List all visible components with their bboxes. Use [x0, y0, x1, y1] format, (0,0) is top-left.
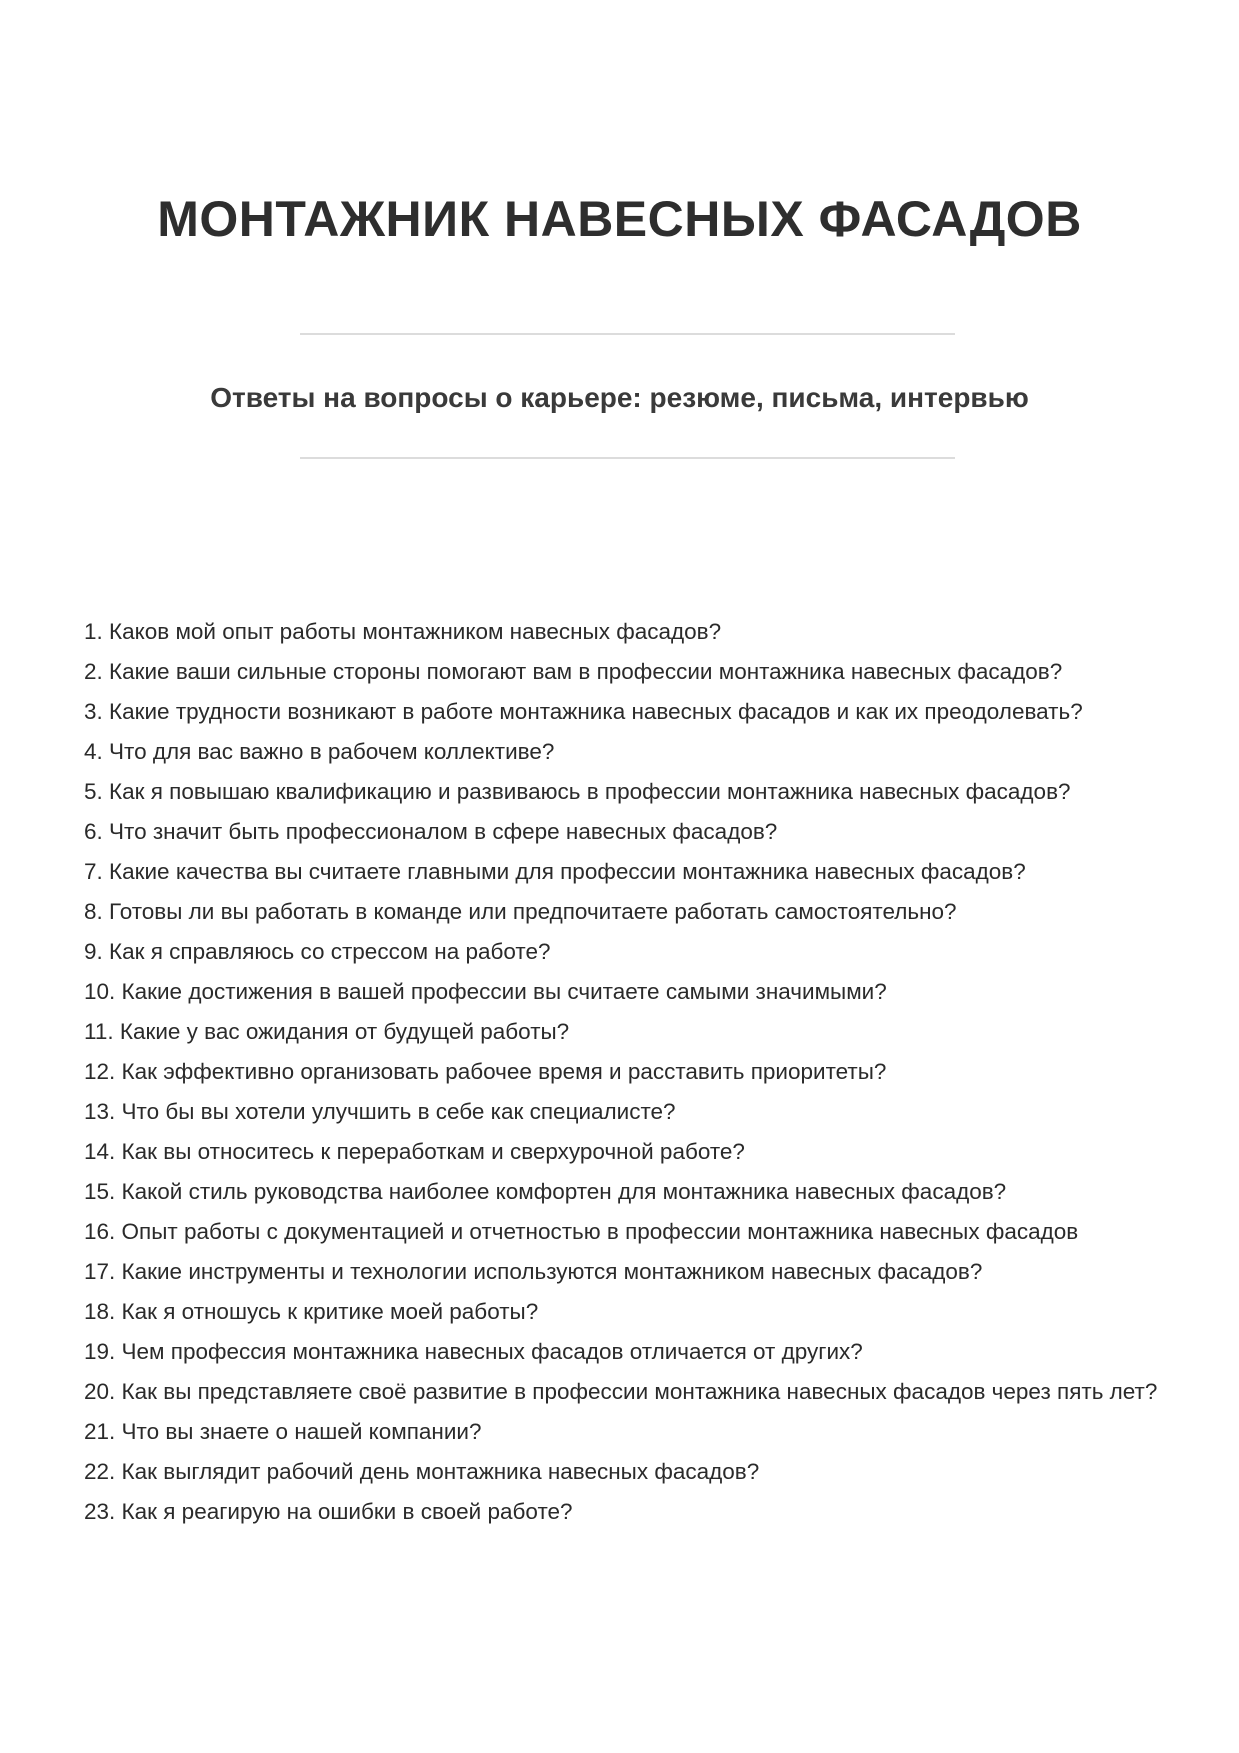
question-item: 19. Чем профессия монтажника навесных фасадов отличается от других? — [84, 1339, 863, 1364]
question-item: 12. Как эффективно организовать рабочее время и расставить приоритеты? — [84, 1059, 887, 1084]
question-item: 6. Что значит быть профессионалом в сфере навесных фасадов? — [84, 819, 778, 844]
question-item: 11. Какие у вас ожидания от будущей работы? — [84, 1019, 570, 1044]
question-item: 9. Как я справляюсь со стрессом на работе? — [84, 939, 551, 964]
question-item: 18. Как я отношусь к критике моей работы? — [84, 1299, 539, 1324]
question-item: 7. Какие качества вы считаете главными для профессии монтажника навесных фасадов? — [84, 859, 1026, 884]
question-item: 3. Какие трудности возникают в работе монтажника навесных фасадов и как их преодолевать? — [84, 699, 1083, 724]
divider-top — [300, 333, 955, 335]
question-item: 22. Как выглядит рабочий день монтажника навесных фасадов? — [84, 1459, 760, 1484]
question-item: 8. Готовы ли вы работать в команде или предпочитаете работать самостоятельно? — [84, 899, 957, 924]
question-item: 21. Что вы знаете о нашей компании? — [84, 1419, 482, 1444]
question-item: 17. Какие инструменты и технологии используются монтажником навесных фасадов? — [84, 1259, 983, 1284]
question-item: 16. Опыт работы с документацией и отчетностью в профессии монтажника навесных фасадов — [84, 1219, 1079, 1244]
question-item: 15. Какой стиль руководства наиболее комфортен для монтажника навесных фасадов? — [84, 1179, 1007, 1204]
question-item: 1. Каков мой опыт работы монтажником навесных фасадов? — [84, 619, 722, 644]
question-item: 2. Какие ваши сильные стороны помогают вам в профессии монтажника навесных фасадов? — [84, 659, 1063, 684]
question-item: 20. Как вы представляете своё развитие в профессии монтажника навесных фасадов через пять лет? — [84, 1379, 1158, 1404]
question-item: 4. Что для вас важно в рабочем коллективе? — [84, 739, 555, 764]
question-item: 23. Как я реагирую на ошибки в своей работе? — [84, 1499, 573, 1524]
questions-list — [84, 612, 1174, 1532]
question-item: 13. Что бы вы хотели улучшить в себе как специалисте? — [84, 1099, 676, 1124]
question-item: 14. Как вы относитесь к переработкам и сверхурочной работе? — [84, 1139, 745, 1164]
divider-bottom — [300, 457, 955, 459]
page-title: МОНТАЖНИК НАВЕСНЫХ ФАСАДОВ — [157, 191, 1082, 247]
question-item: 5. Как я повышаю квалификацию и развиваюсь в профессии монтажника навесных фасадов? — [84, 779, 1071, 804]
question-item: 10. Какие достижения в вашей профессии вы считаете самыми значимыми? — [84, 979, 887, 1004]
page-subtitle: Ответы на вопросы о карьере: резюме, письма, интервью — [210, 382, 1029, 413]
